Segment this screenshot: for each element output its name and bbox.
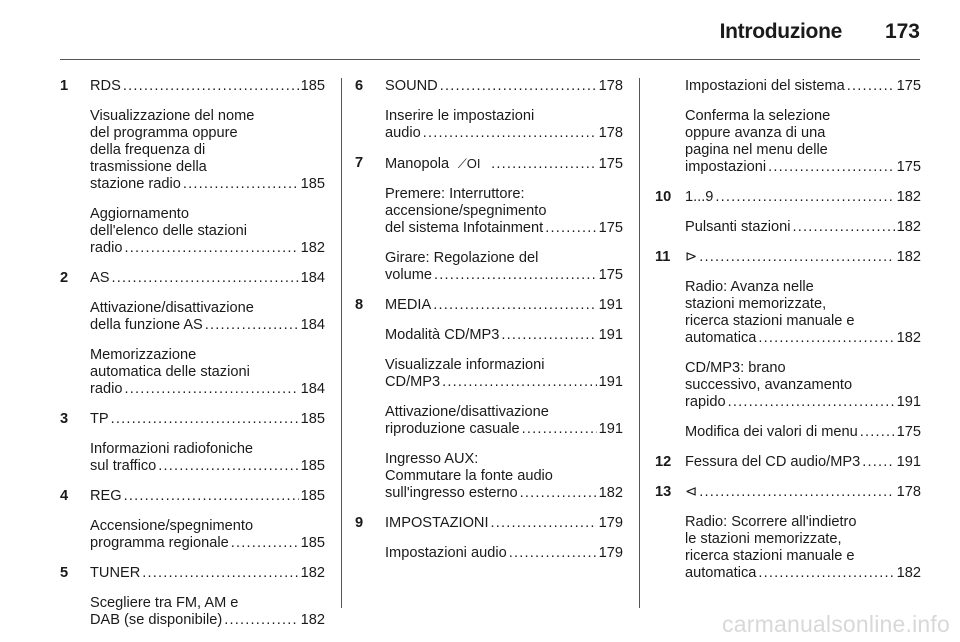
entry-page: 182 [896,189,921,205]
entry-page: 191 [598,327,623,343]
sub-entry: Radio: Avanza nelle stazioni memorizzate, ricerca stazioni manuale e automatica ..... 182 [655,279,921,347]
index-entry-4 [60,488,325,552]
entry-number: 10 [655,189,672,205]
entry-label: Manopola [385,156,450,172]
entry-label: TUNER [90,565,141,581]
sub-entry: Inserire le impostazioni audio ..... 178 [355,108,623,142]
entry-number: 11 [655,249,671,265]
entry-label: RDS [90,78,121,94]
entry-page: 184 [300,317,325,333]
sub-entry: Ingresso AUX: Commutare la fonte audio sull'ingresso esterno ..... 182 [355,451,623,502]
entry-page: 185 [300,488,325,504]
entry-page: 179 [598,515,623,531]
entry-page: 191 [896,394,921,410]
entry-page: 191 [896,454,921,470]
entry-page: 182 [598,485,623,501]
entry-page: 175 [896,159,921,175]
sub-entry: Impostazioni audio ..... 179 [355,545,623,562]
index-entry-9 [355,515,623,562]
sub-entry: Modifica dei valori di menu ..... 175 [655,424,921,441]
sub-entry: Girare: Regolazione del volume ..... 175 [355,250,623,284]
entry-page: 191 [598,374,623,390]
sub-entry: CD/MP3: brano successivo, avanzamento rapido ..... 191 [655,360,921,411]
index-column-1 [60,78,325,642]
section-title: Introduzione [719,20,842,43]
entry-page: 185 [300,411,325,427]
next-icon: ⊳ [685,249,698,265]
index-entry-11 [655,249,921,441]
header-divider [60,59,920,60]
index-entry-10 [655,189,921,236]
entry-page: 182 [300,565,325,581]
entry-number: 8 [355,297,364,313]
entry-label: TP [90,411,109,427]
index-entry-6 [355,78,623,142]
entry-page: 182 [896,565,921,581]
index-entry-7 [355,155,623,284]
index-column-3 [655,78,921,595]
entry-page: 175 [598,220,623,236]
entry-page: 178 [598,125,623,141]
sub-entry: Pulsanti stazioni ..... 182 [655,219,921,236]
index-entry-2 [60,270,325,398]
sub-entry: Attivazione/disattivazione della funzione AS ..... 184 [60,300,325,334]
sub-entry: Conferma la selezione oppure avanza di una pagina nel menu delle impostazioni ..... 175 [655,108,921,176]
sub-entry: Scegliere tra FM, AM e DAB (se disponibile) ..... 182 [60,595,325,629]
entry-number: 7 [355,155,364,171]
entry-page: 191 [598,421,623,437]
entry-label: 1...9 [685,189,714,205]
entry-page: 185 [300,535,325,551]
entry-page: 185 [300,78,325,94]
entry-page: 185 [300,176,325,192]
entry-number: 2 [60,270,69,286]
sub-entry: Attivazione/disattivazione riproduzione casuale ..... 191 [355,404,623,438]
page-header [0,0,960,58]
entry-number: 5 [60,565,69,581]
entry-number: 3 [60,411,69,427]
sub-entry: Memorizzazione automatica delle stazioni radio ..... 184 [60,347,325,398]
sub-entry: Visualizzale informazioni CD/MP3 ..... 191 [355,357,623,391]
entry-number: 1 [60,78,69,94]
entry-label: IMPOSTAZIONI [385,515,489,531]
entry-page: 182 [300,612,325,628]
continued-entries: Impostazioni del sistema ..... 175 Conferma la selezione oppure avanza di una pagina nel menu delle impostazioni ..... 175 [655,78,921,176]
entry-page: 182 [896,219,921,235]
entry-label: Fessura del CD audio/MP3 [685,454,861,470]
entry-page: 184 [300,381,325,397]
volume-knob-icon: ⟋OI [457,156,481,171]
entry-number: 12 [655,454,672,470]
entry-page: 175 [896,424,921,440]
index-entry-5 [60,565,325,629]
entry-label: REG [90,488,122,504]
entry-label: AS [90,270,110,286]
index-entry-3 [60,411,325,475]
column-divider-1 [341,78,342,608]
entry-page: 182 [896,249,921,265]
entry-number: 13 [655,484,672,500]
sub-entry: Radio: Scorrere all'indietro le stazioni memorizzate, ricerca stazioni manuale e automatica ..... 182 [655,514,921,582]
entry-number: 9 [355,515,364,531]
entry-page: 175 [598,267,623,283]
entry-page: 182 [300,240,325,256]
entry-page: 178 [598,78,623,94]
index-entry-12 [655,454,921,471]
sub-entry: Informazioni radiofoniche sul traffico ..... 185 [60,441,325,475]
entry-page: 185 [300,458,325,474]
sub-entry: Aggiornamento dell'elenco delle stazioni radio ..... 182 [60,206,325,257]
entry-page: 182 [896,330,921,346]
page-number: 173 [884,20,920,43]
entry-page: 178 [896,484,921,500]
sub-entry: Modalità CD/MP3 ..... 191 [355,327,623,344]
column-divider-2 [639,78,640,608]
entry-page: 175 [598,156,623,172]
index-column-2 [355,78,623,575]
entry-label: SOUND [385,78,438,94]
index-entry-1 [60,78,325,257]
entry-page: 175 [896,78,921,94]
entry-number: 6 [355,78,364,94]
watermark: carmanualsonline.info [722,611,950,637]
sub-entry: Visualizzazione del nome del programma oppure della frequenza di trasmissione della stazione radio ..... 185 [60,108,325,193]
index-entry-8 [355,297,623,502]
previous-icon: ⊲ [685,484,698,500]
entry-page: 184 [300,270,325,286]
sub-entry: Premere: Interruttore: accensione/spegnimento del sistema Infotainment ..... 175 [355,186,623,237]
index-entry-13 [655,484,921,582]
sub-entry: Accensione/spegnimento programma regionale ..... 185 [60,518,325,552]
entry-label: MEDIA [385,297,432,313]
entry-number: 4 [60,488,69,504]
entry-page: 191 [598,297,623,313]
entry-page: 179 [598,545,623,561]
